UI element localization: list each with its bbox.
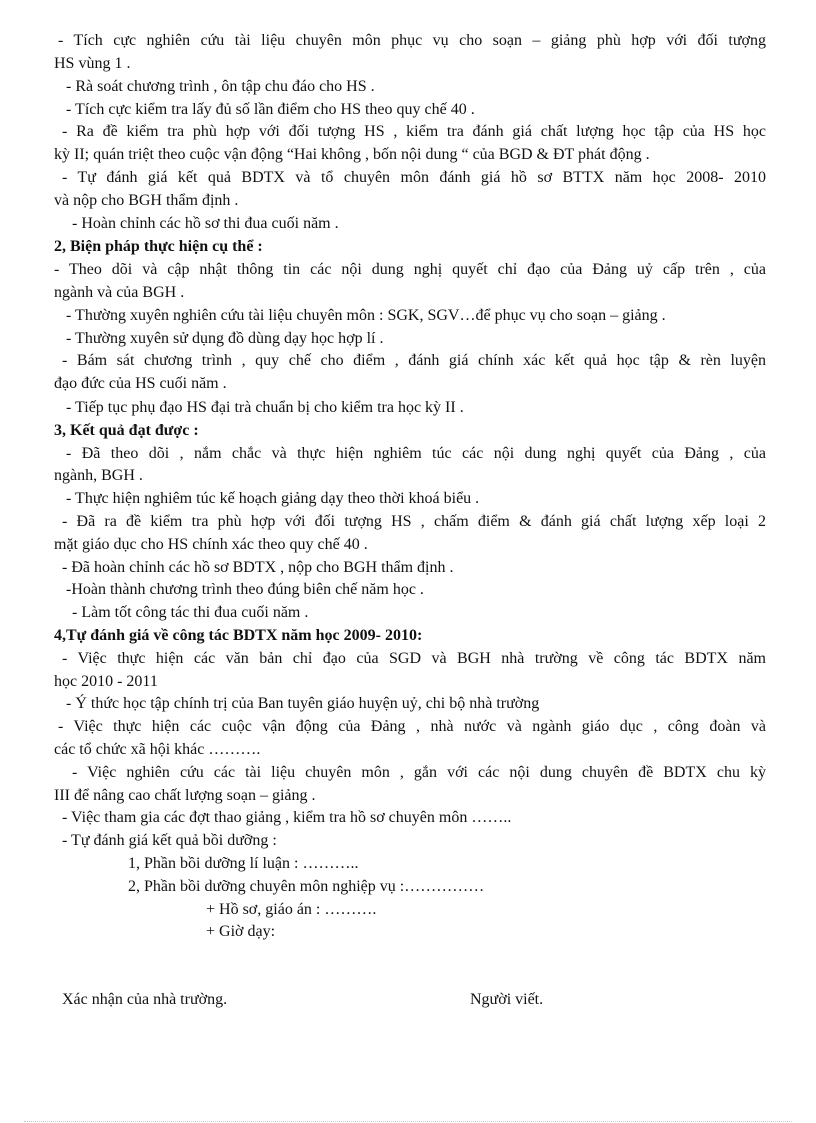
page-bottom-divider (24, 1121, 792, 1122)
s3-line-6: - Làm tốt công tác thi đua cuối năm . (72, 604, 309, 621)
s4-line-4b: III để nâng cao chất lượng soạn – giảng . (54, 787, 316, 804)
s4-sub-1: 1, Phần bồi dưỡng lí luận : ……….. (128, 855, 359, 872)
s4-line-5: - Việc tham gia các đợt thao giảng , kiểm tra hồ sơ chuyên môn …….. (62, 809, 512, 826)
s2-line-1b: ngành và của BGH . (54, 284, 185, 301)
s1-line-5a: - Tự đánh giá kết quả BDTX và tổ chuyên môn đánh giá hồ sơ BTTX năm học 2008- 2010 (62, 169, 766, 186)
signature-writer: Người viết. (470, 991, 544, 1008)
s4-sub-2: 2, Phần bồi dưỡng chuyên môn nghiệp vụ :…………… (128, 878, 485, 895)
s3-line-4: - Đã hoàn chỉnh các hồ sơ BDTX , nộp cho BGH thẩm định . (62, 559, 454, 576)
s1-line-4a: - Ra đề kiểm tra phù hợp với đối tượng HS , kiểm tra đánh giá chất lượng học tập của HS học (62, 123, 766, 140)
s3-line-3b: mặt giáo dục cho HS chính xác theo quy chế 40 . (54, 536, 368, 553)
s1-line-6: - Hoàn chỉnh các hồ sơ thi đua cuối năm . (72, 215, 339, 232)
s3-line-1a: - Đã theo dõi , nắm chắc và thực hiện nghiêm túc các nội dung nghị quyết của Đảng , của (66, 445, 766, 462)
s2-line-5: - Tiếp tục phụ đạo HS đại trà chuẩn bị cho kiểm tra học kỳ II . (66, 399, 464, 416)
section-2-heading: 2, Biện pháp thực hiện cụ thể : (54, 238, 263, 255)
s1-line-5b: và nộp cho BGH thẩm định . (54, 192, 239, 209)
s4-line-1b: học 2010 - 2011 (54, 673, 158, 690)
s3-line-2: - Thực hiện nghiêm túc kế hoạch giảng dạy theo thời khoá biểu . (66, 490, 480, 507)
s4-line-3a: - Việc thực hiện các cuộc vận động của Đảng , nhà nước và ngành giáo dục , công đoàn và (58, 718, 766, 735)
section-3-heading: 3, Kết quả đạt được : (54, 422, 199, 439)
s1-line-3: - Tích cực kiểm tra lấy đủ số lần điểm cho HS theo quy chế 40 . (66, 101, 475, 118)
s2-line-1a: - Theo dõi và cập nhật thông tin các nội dung nghị quyết chỉ đạo của Đảng uỷ cấp trên , của (54, 261, 766, 278)
s4-line-6: - Tự đánh giá kết quả bồi dưỡng : (62, 832, 277, 849)
s4-line-2: - Ý thức học tập chính trị của Ban tuyên giáo huyện uỷ, chi bộ nhà trường (66, 695, 540, 712)
section-4-heading: 4,Tự đánh giá về công tác BDTX năm học 2009- 2010: (54, 627, 423, 644)
s3-line-5: -Hoàn thành chương trình theo đúng biên chế năm học . (66, 581, 424, 598)
s4-line-4a: - Việc nghiên cứu các tài liệu chuyên môn , gắn với các nội dung chuyên đề BDTX chu kỳ (72, 764, 766, 781)
s2-line-2: - Thường xuyên nghiên cứu tài liệu chuyên môn : SGK, SGV…để phục vụ cho soạn – giảng . (66, 307, 666, 324)
s1-line-1a: - Tích cực nghiên cứu tài liệu chuyên môn phục vụ cho soạn – giảng phù hợp với đối tượng (58, 32, 766, 49)
s4-line-1a: - Việc thực hiện các văn bản chỉ đạo của SGD và BGH nhà trường về công tác BDTX năm (62, 650, 766, 667)
s1-line-2: - Rà soát chương trình , ôn tập chu đáo cho HS . (66, 78, 375, 95)
s3-line-1b: ngành, BGH . (54, 467, 143, 484)
signature-school: Xác nhận của nhà trường. (62, 991, 228, 1008)
s1-line-1b: HS vùng 1 . (54, 55, 131, 72)
s3-line-3a: - Đã ra đề kiểm tra phù hợp với đối tượng HS , chấm điểm & đánh giá chất lượng xếp loại 2 (62, 513, 766, 530)
s4-line-3b: các tổ chức xã hội khác ………. (54, 741, 261, 758)
s2-line-3: - Thường xuyên sử dụng đồ dùng dạy học hợp lí . (66, 330, 384, 347)
s2-line-4b: đạo đức của HS cuối năm . (54, 375, 227, 392)
s1-line-4b: kỳ II; quán triệt theo cuộc vận động “Hai không , bốn nội dung “ của BGD & ĐT phát động . (54, 146, 650, 163)
s2-line-4a: - Bám sát chương trình , quy chế cho điểm , đánh giá chính xác kết quả học tập & rèn luyện (62, 352, 766, 369)
s4-sub-2b: + Giờ dạy: (206, 923, 276, 940)
s4-sub-2a: + Hồ sơ, giáo án : ………. (206, 901, 377, 918)
